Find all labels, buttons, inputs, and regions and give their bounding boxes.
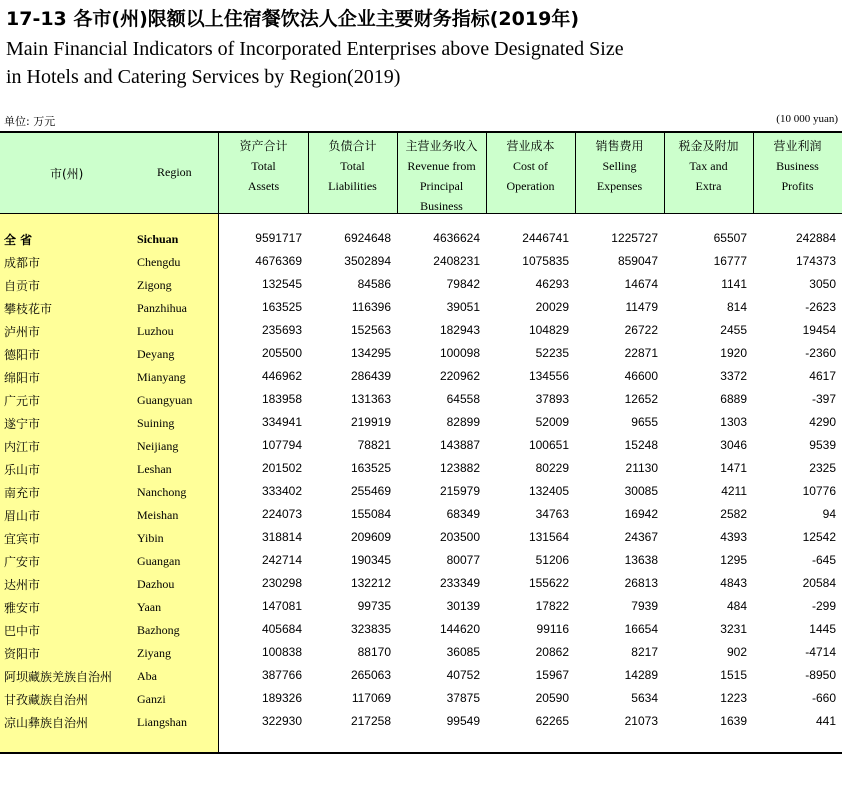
table-cell-value: -660 xyxy=(811,691,836,705)
table-row xyxy=(0,434,842,457)
region-name-english: Ganzi xyxy=(137,692,166,706)
table-cell-value: 3372 xyxy=(720,369,747,383)
table-cell-value: 104829 xyxy=(528,323,569,337)
region-name-chinese: 全 省 xyxy=(4,233,33,247)
table-cell-value: 4676369 xyxy=(255,254,302,268)
table-cell-value: 80077 xyxy=(446,553,480,567)
table-cell-value: 3231 xyxy=(720,622,747,636)
region-name-chinese: 资阳市 xyxy=(4,647,41,661)
table-cell-value: 155084 xyxy=(350,507,391,521)
table-cell-value: 4290 xyxy=(809,415,836,429)
region-name-english: Guangyuan xyxy=(137,393,193,407)
table-cell-value: 215979 xyxy=(439,484,480,498)
region-name-chinese: 雅安市 xyxy=(4,601,41,615)
column-header-chinese: 营业成本 xyxy=(506,139,555,153)
region-name-chinese: 乐山市 xyxy=(4,463,41,477)
table-row xyxy=(0,365,842,388)
column-header-chinese: 营业利润 xyxy=(773,139,822,153)
table-row xyxy=(0,250,842,273)
table-cell-value: 255469 xyxy=(350,484,391,498)
table-cell-value: 37893 xyxy=(535,392,569,406)
table-title-english-line-2: in Hotels and Catering Services by Region(2019) xyxy=(6,66,401,88)
table-cell-value: 3502894 xyxy=(344,254,391,268)
table-cell-value: 117069 xyxy=(351,691,391,705)
table-cell-value: 155622 xyxy=(528,576,569,590)
table-row xyxy=(0,618,842,641)
table-cell-value: 40752 xyxy=(446,668,480,682)
unit-label-chinese: 单位: 万元 xyxy=(4,115,56,128)
table-row xyxy=(0,710,842,733)
table-cell-value: 52235 xyxy=(535,346,569,360)
region-name-chinese: 巴中市 xyxy=(4,624,41,638)
column-header-english: Tax and xyxy=(689,159,728,173)
column-header xyxy=(575,136,664,196)
region-name-chinese: 攀枝花市 xyxy=(4,302,53,316)
column-header-english: Cost of xyxy=(512,159,548,173)
table-cell-value: 2325 xyxy=(809,461,836,475)
table-cell-value: 2408231 xyxy=(433,254,480,268)
table-cell-value: 100651 xyxy=(528,438,569,452)
region-name-english: Liangshan xyxy=(137,715,187,729)
table-cell-value: 4211 xyxy=(721,484,747,498)
column-header-english: Total xyxy=(340,159,365,173)
table-cell-value: 265063 xyxy=(350,668,391,682)
region-name-chinese: 成都市 xyxy=(4,256,41,270)
table-cell-value: 318814 xyxy=(261,530,302,544)
table-cell-value: 9655 xyxy=(631,415,658,429)
region-name-chinese: 自贡市 xyxy=(4,279,41,293)
table-cell-value: 233349 xyxy=(439,576,480,590)
region-name-chinese: 达州市 xyxy=(4,578,41,592)
region-name-english: Zigong xyxy=(137,278,172,292)
table-cell-value: 2455 xyxy=(720,323,747,337)
region-name-english: Suining xyxy=(137,416,175,430)
table-cell-value: 286439 xyxy=(350,369,391,383)
table-cell-value: 19454 xyxy=(802,323,836,337)
column-header-english: Revenue from xyxy=(407,159,476,173)
table-cell-value: 1295 xyxy=(720,553,747,567)
table-cell-value: 80229 xyxy=(535,461,569,475)
table-cell-value: 1515 xyxy=(720,668,747,682)
table-cell-value: 12542 xyxy=(802,530,836,544)
table-row xyxy=(0,388,842,411)
table-cell-value: 1141 xyxy=(721,277,747,291)
table-cell-value: 902 xyxy=(726,645,747,659)
table-cell-value: 62265 xyxy=(535,714,569,728)
table-cell-value: 147081 xyxy=(261,599,302,613)
table-bottom-rule xyxy=(0,752,842,754)
table-cell-value: 37875 xyxy=(446,691,480,705)
table-cell-value: 4843 xyxy=(720,576,747,590)
table-cell-value: 16942 xyxy=(624,507,658,521)
table-cell-value: 15248 xyxy=(624,438,658,452)
table-cell-value: 134295 xyxy=(350,346,391,360)
table-cell-value: 143887 xyxy=(439,438,480,452)
table-cell-value: 203500 xyxy=(439,530,480,544)
table-cell-value: 51206 xyxy=(535,553,569,567)
column-header-english: Total xyxy=(251,159,276,173)
column-header xyxy=(664,136,753,196)
region-name-english: Guangan xyxy=(137,554,181,568)
region-name-chinese: 内江市 xyxy=(4,440,41,454)
table-cell-value: 82899 xyxy=(446,415,480,429)
table-row xyxy=(0,411,842,434)
table-cell-value: 163525 xyxy=(261,300,302,314)
region-name-chinese: 甘孜藏族自治州 xyxy=(4,693,89,707)
stub-header-chinese: 市(州) xyxy=(50,167,84,181)
table-cell-value: 182943 xyxy=(439,323,480,337)
table-cell-value: 94 xyxy=(822,507,836,521)
table-row xyxy=(0,687,842,710)
table-cell-value: -397 xyxy=(811,392,836,406)
table-cell-value: 334941 xyxy=(261,415,302,429)
table-cell-value: 2446741 xyxy=(522,231,569,245)
column-header-english: Expenses xyxy=(596,179,643,193)
table-cell-value: -4714 xyxy=(805,645,836,659)
table-cell-value: -645 xyxy=(811,553,836,567)
table-cell-value: 219919 xyxy=(350,415,391,429)
region-name-english: Deyang xyxy=(137,347,175,361)
table-cell-value: 132405 xyxy=(528,484,569,498)
table-cell-value: 79842 xyxy=(446,277,480,291)
region-name-english: Bazhong xyxy=(137,623,180,637)
region-name-chinese: 广元市 xyxy=(4,394,41,408)
table-cell-value: 1303 xyxy=(720,415,747,429)
table-cell-value: 99116 xyxy=(536,622,569,636)
table-cell-value: 30139 xyxy=(446,599,480,613)
table-cell-value: 64558 xyxy=(446,392,480,406)
table-cell-value: 100838 xyxy=(261,645,302,659)
table-cell-value: 52009 xyxy=(535,415,569,429)
table-cell-value: 1223 xyxy=(720,691,747,705)
table-cell-value: 859047 xyxy=(617,254,658,268)
column-header-english: Operation xyxy=(506,179,555,193)
table-cell-value: 11479 xyxy=(625,300,658,314)
region-name-chinese: 阿坝藏族羌族自治州 xyxy=(4,670,113,684)
column-header-english: Extra xyxy=(695,179,722,193)
column-header xyxy=(397,136,486,216)
table-cell-value: 242884 xyxy=(795,231,836,245)
table-cell-value: 22871 xyxy=(624,346,658,360)
table-cell-value: 21073 xyxy=(624,714,658,728)
table-cell-value: 20862 xyxy=(535,645,569,659)
table-cell-value: 78821 xyxy=(357,438,391,452)
table-cell-value: 116396 xyxy=(351,300,391,314)
region-name-chinese: 德阳市 xyxy=(4,348,41,362)
table-cell-value: 1639 xyxy=(720,714,747,728)
table-cell-value: 10776 xyxy=(802,484,836,498)
column-header-chinese: 销售费用 xyxy=(595,139,644,153)
table-row xyxy=(0,342,842,365)
table-cell-value: 220962 xyxy=(439,369,480,383)
column-header-english: Business xyxy=(776,159,819,173)
table-cell-value: 217258 xyxy=(350,714,391,728)
financial-indicators-table xyxy=(0,131,842,754)
table-cell-value: 8217 xyxy=(631,645,658,659)
table-cell-value: 134556 xyxy=(528,369,569,383)
table-row xyxy=(0,572,842,595)
table-cell-value: 4617 xyxy=(809,369,836,383)
region-name-english: Panzhihua xyxy=(137,301,187,315)
table-cell-value: 39051 xyxy=(446,300,480,314)
table-cell-value: 34763 xyxy=(535,507,569,521)
region-name-english: Yibin xyxy=(137,531,164,545)
table-cell-value: 183958 xyxy=(261,392,302,406)
region-name-chinese: 绵阳市 xyxy=(4,371,41,385)
region-name-chinese: 南充市 xyxy=(4,486,41,500)
table-cell-value: 30085 xyxy=(624,484,658,498)
region-name-english: Luzhou xyxy=(137,324,174,338)
table-cell-value: 15967 xyxy=(535,668,569,682)
table-row xyxy=(0,526,842,549)
region-name-chinese: 广安市 xyxy=(4,555,41,569)
region-name-english: Neijiang xyxy=(137,439,179,453)
table-cell-value: 68349 xyxy=(446,507,480,521)
table-cell-value: 131564 xyxy=(528,530,569,544)
table-cell-value: -299 xyxy=(811,599,836,613)
region-name-english: Dazhou xyxy=(137,577,175,591)
table-cell-value: 107794 xyxy=(261,438,302,452)
table-cell-value: 24367 xyxy=(624,530,658,544)
table-cell-value: 224073 xyxy=(261,507,302,521)
table-cell-value: 323835 xyxy=(350,622,391,636)
table-cell-value: 3046 xyxy=(720,438,747,452)
table-title-english-line-1: Main Financial Indicators of Incorporated Enterprises above Designated Size xyxy=(6,38,624,60)
table-cell-value: 20590 xyxy=(535,691,569,705)
table-cell-value: 1445 xyxy=(809,622,836,636)
table-cell-value: 387766 xyxy=(261,668,302,682)
column-header xyxy=(486,136,575,196)
table-cell-value: 46600 xyxy=(624,369,658,383)
table-cell-value: 132212 xyxy=(350,576,391,590)
table-cell-value: 230298 xyxy=(261,576,302,590)
table-cell-value: 132545 xyxy=(261,277,302,291)
table-row xyxy=(0,480,842,503)
region-name-english: Mianyang xyxy=(137,370,186,384)
table-cell-value: 4393 xyxy=(720,530,747,544)
table-cell-value: 4636624 xyxy=(433,231,480,245)
table-cell-value: 1920 xyxy=(720,346,747,360)
table-cell-value: 16777 xyxy=(713,254,747,268)
table-cell-value: 814 xyxy=(726,300,747,314)
table-cell-value: 88170 xyxy=(357,645,391,659)
column-header-chinese: 主营业务收入 xyxy=(405,139,478,153)
column-header-english: Liabilities xyxy=(328,179,377,193)
table-cell-value: 235693 xyxy=(261,323,302,337)
table-row xyxy=(0,457,842,480)
table-cell-value: 1075835 xyxy=(522,254,569,268)
table-row xyxy=(0,595,842,618)
table-row xyxy=(0,296,842,319)
table-cell-value: 26813 xyxy=(624,576,658,590)
column-header-english: Assets xyxy=(247,179,280,193)
table-cell-value: 84586 xyxy=(357,277,391,291)
table-cell-value: 5634 xyxy=(631,691,658,705)
region-name-chinese: 泸州市 xyxy=(4,325,41,339)
table-title-chinese: 17-13 各市(州)限额以上住宿餐饮法人企业主要财务指标(2019年) xyxy=(6,8,579,30)
column-header-chinese: 负债合计 xyxy=(328,139,377,153)
table-cell-value: 3050 xyxy=(809,277,836,291)
table-cell-value: 322930 xyxy=(261,714,302,728)
table-cell-value: 446962 xyxy=(261,369,302,383)
column-header-english: Profits xyxy=(781,179,814,193)
table-row-total xyxy=(0,227,842,250)
table-row xyxy=(0,273,842,296)
column-header xyxy=(308,136,397,196)
table-cell-value: 333402 xyxy=(261,484,302,498)
region-name-chinese: 遂宁市 xyxy=(4,417,41,431)
region-name-english: Chengdu xyxy=(137,255,181,269)
table-cell-value: 242714 xyxy=(261,553,302,567)
column-header-english: Selling xyxy=(602,159,637,173)
table-cell-value: 2582 xyxy=(720,507,747,521)
region-name-english: Sichuan xyxy=(137,232,179,246)
table-cell-value: 174373 xyxy=(795,254,836,268)
table-cell-value: 20029 xyxy=(535,300,569,314)
table-cell-value: 209609 xyxy=(350,530,391,544)
table-cell-value: 484 xyxy=(726,599,747,613)
table-cell-value: 144620 xyxy=(439,622,480,636)
table-cell-value: 1225727 xyxy=(611,231,658,245)
table-cell-value: 152563 xyxy=(350,323,391,337)
column-header-chinese: 税金及附加 xyxy=(678,139,739,153)
table-cell-value: -2360 xyxy=(805,346,836,360)
table-cell-value: 17822 xyxy=(535,599,569,613)
table-cell-value: 14289 xyxy=(624,668,658,682)
table-cell-value: 13638 xyxy=(624,553,658,567)
unit-label-english: (10 000 yuan) xyxy=(776,113,838,125)
table-cell-value: 163525 xyxy=(350,461,391,475)
table-cell-value: 131363 xyxy=(350,392,391,406)
table-cell-value: 65507 xyxy=(713,231,747,245)
region-name-chinese: 凉山彝族自治州 xyxy=(4,716,89,730)
table-cell-value: 99549 xyxy=(446,714,480,728)
table-cell-value: 14674 xyxy=(624,277,658,291)
column-header-english: Business xyxy=(420,199,463,213)
table-cell-value: 36085 xyxy=(446,645,480,659)
region-name-english: Ziyang xyxy=(137,646,171,660)
table-cell-value: 26722 xyxy=(624,323,658,337)
table-cell-value: -8950 xyxy=(805,668,836,682)
table-cell-value: 6924648 xyxy=(344,231,391,245)
region-name-english: Leshan xyxy=(137,462,172,476)
table-row xyxy=(0,319,842,342)
stub-header-english: Region xyxy=(157,165,192,179)
table-cell-value: 201502 xyxy=(261,461,302,475)
table-cell-value: 189326 xyxy=(261,691,302,705)
table-cell-value: 99735 xyxy=(357,599,391,613)
table-cell-value: 6889 xyxy=(720,392,747,406)
table-cell-value: 9591717 xyxy=(255,231,302,245)
column-header xyxy=(753,136,842,196)
table-cell-value: 16654 xyxy=(624,622,658,636)
table-cell-value: 1471 xyxy=(720,461,747,475)
region-name-english: Yaan xyxy=(137,600,162,614)
table-cell-value: 190345 xyxy=(350,553,391,567)
table-cell-value: 123882 xyxy=(439,461,480,475)
region-name-english: Nanchong xyxy=(137,485,187,499)
table-cell-value: 205500 xyxy=(261,346,302,360)
table-cell-value: 100098 xyxy=(439,346,480,360)
table-row xyxy=(0,503,842,526)
table-row xyxy=(0,641,842,664)
table-cell-value: 46293 xyxy=(535,277,569,291)
table-row xyxy=(0,549,842,572)
table-cell-value: 7939 xyxy=(631,599,658,613)
table-cell-value: 441 xyxy=(815,714,836,728)
table-cell-value: 21130 xyxy=(625,461,658,475)
table-cell-value: 20584 xyxy=(802,576,836,590)
column-header-chinese: 资产合计 xyxy=(239,139,288,153)
table-header xyxy=(0,133,842,213)
region-name-english: Aba xyxy=(137,669,157,683)
table-cell-value: -2623 xyxy=(805,300,836,314)
table-cell-value: 9539 xyxy=(809,438,836,452)
column-header-english: Principal xyxy=(419,179,464,193)
table-cell-value: 12652 xyxy=(624,392,658,406)
column-header xyxy=(219,136,308,196)
region-name-chinese: 眉山市 xyxy=(4,509,41,523)
table-row xyxy=(0,664,842,687)
region-name-chinese: 宜宾市 xyxy=(4,532,41,546)
region-name-english: Meishan xyxy=(137,508,179,522)
table-cell-value: 405684 xyxy=(261,622,302,636)
